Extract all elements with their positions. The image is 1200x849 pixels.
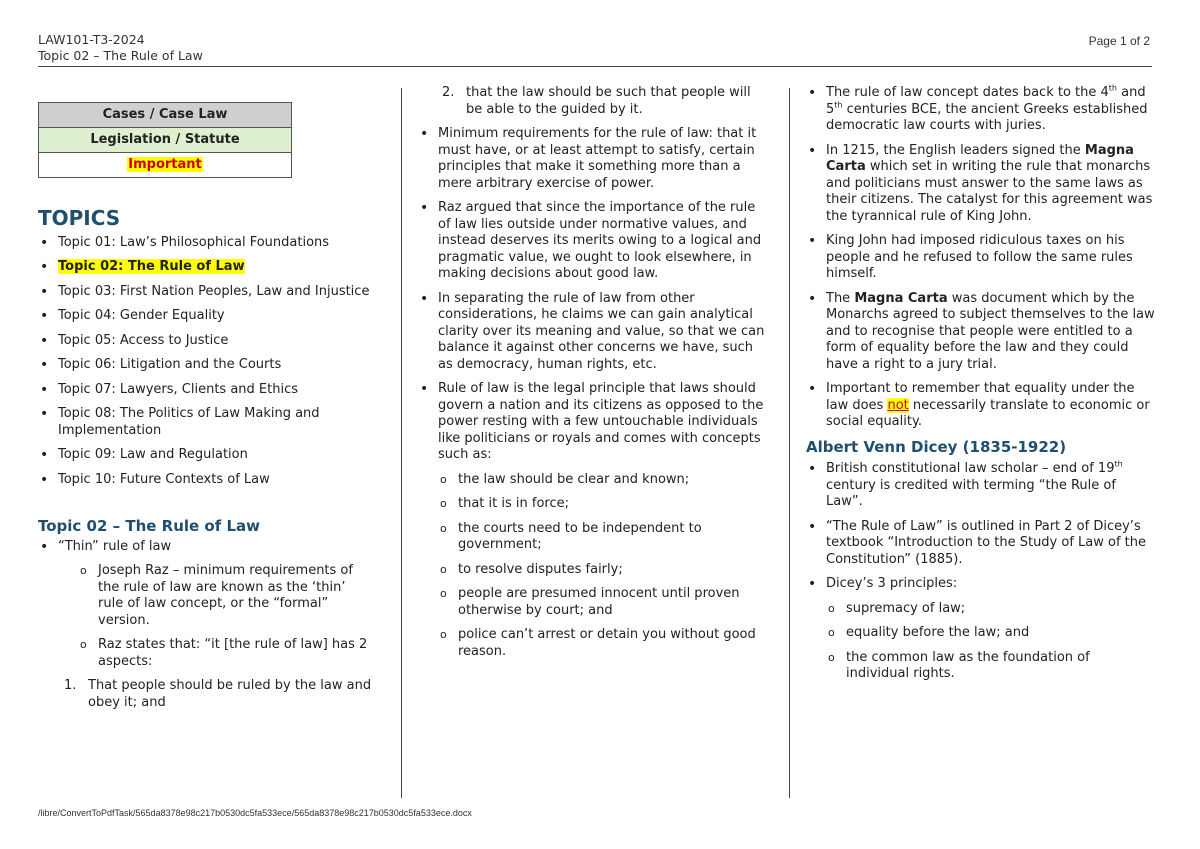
raz-item: o Raz states that: “it [the rule of law] has 2 aspects: bbox=[78, 637, 373, 670]
rule-item-text: Rule of law is the legal principle that laws should govern a nation and its citizens as opposed to the power resting with a few untouchable individuals like politicians or royals and comes with concepts such as: bbox=[438, 381, 764, 462]
legend-important-label: Important bbox=[128, 156, 202, 172]
topic-item: • Topic 09: Law and Regulation bbox=[38, 447, 373, 464]
dicey-item: • “The Rule of Law” is outlined in Part 2 of Dicey’s textbook “Introduction to the Study of Law of the Constitution” (1885). bbox=[806, 519, 1156, 569]
text-run: was document which by the Monarchs agreed to subject themselves to the law and to recognise that people were entitled to a form of equality before the law and they could have a right to a jury trial. bbox=[826, 290, 1155, 372]
legend-cases: Cases / Case Law bbox=[39, 103, 292, 128]
file-path-footer: /libre/ConvertToPdfTask/565da8378e98c217b0530dc5fa533ece/565da8378e98c217b0530dc5fa533ece.docx bbox=[38, 808, 472, 818]
history-item bbox=[806, 85, 1156, 135]
history-item: • King John had imposed ridiculous taxes on his people and he refused to follow the same rules himself. bbox=[806, 233, 1156, 283]
aspects-list-continued bbox=[418, 85, 768, 118]
text-run: British constitutional law scholar – end of 19 bbox=[826, 461, 1115, 476]
rule-item: • In separating the rule of law from other considerations, he claims we can gain analytical clarity over its meaning and value, so that we can balance it against other concerns we have, such as democracy, human rights, etc. bbox=[418, 291, 768, 374]
header-topic: Topic 02 – The Rule of Law bbox=[38, 48, 203, 63]
thin-rule-label: “Thin” rule of law bbox=[58, 538, 172, 554]
concept-item: o the law should be clear and known; bbox=[438, 472, 768, 489]
history-list bbox=[806, 85, 1156, 431]
topic-item: • Topic 01: Law’s Philosophical Foundations bbox=[38, 235, 373, 252]
aspect-item bbox=[62, 678, 373, 711]
topic-item: • Topic 08: The Politics of Law Making and Implementation bbox=[38, 406, 373, 439]
concept-item: o that it is in force; bbox=[438, 496, 768, 513]
topic-item: • Topic 10: Future Contexts of Law bbox=[38, 472, 373, 489]
topic-item: • Topic 05: Access to Justice bbox=[38, 333, 373, 350]
topics-list bbox=[38, 235, 373, 489]
principle-item: o the common law as the foundation of individual rights. bbox=[826, 650, 1156, 683]
raz-item: o Joseph Raz – minimum requirements of the rule of law are known as the ‘thin’ rule of law concept, or the “formal” version. bbox=[78, 563, 373, 629]
topic-current-label: Topic 02: The Rule of Law bbox=[58, 259, 245, 274]
text-run: which set in writing the rule that monarchs and politicians must answer to the same laws as their citizens. The catalyst for this agreement was the tyrannical rule of King John. bbox=[826, 159, 1153, 224]
magna-carta-term: Magna Carta bbox=[854, 290, 948, 306]
text-run: The bbox=[826, 290, 855, 306]
dicey-heading: Albert Venn Dicey (1835-1922) bbox=[806, 437, 1067, 456]
thin-rule-list bbox=[38, 539, 373, 671]
concept-item: o to resolve disputes fairly; bbox=[438, 562, 768, 579]
topic-item: • Topic 06: Litigation and the Courts bbox=[38, 357, 373, 374]
history-item bbox=[806, 381, 1156, 431]
aspect-number: 2. bbox=[442, 85, 455, 100]
aspect-text: That people should be ruled by the law and obey it; and bbox=[88, 678, 372, 710]
text-run: The rule of law concept dates back to the 4 bbox=[826, 85, 1109, 100]
topic-item-current bbox=[38, 259, 373, 276]
text-run: necessarily translate to economic or social equality. bbox=[826, 397, 1150, 429]
column-3 bbox=[806, 85, 1156, 691]
topic-item: • Topic 03: First Nation Peoples, Law and Injustice bbox=[38, 284, 373, 301]
column-divider-1 bbox=[401, 88, 402, 798]
dicey-item bbox=[806, 576, 1156, 683]
rule-item: • Minimum requirements for the rule of law: that it must have, or at least attempt to satisfy, certain principles that make it something more than a mere arbitrary exercise of power. bbox=[418, 126, 768, 192]
superscript: th bbox=[834, 100, 843, 110]
principle-item: o supremacy of law; bbox=[826, 601, 1156, 618]
history-item bbox=[806, 291, 1156, 374]
section-heading: Topic 02 – The Rule of Law bbox=[38, 517, 261, 535]
important-highlight: not bbox=[887, 397, 909, 413]
dicey-principles-label: Dicey’s 3 principles: bbox=[826, 576, 958, 591]
concept-item: o police can’t arrest or detain you without good reason. bbox=[438, 627, 768, 660]
aspect-item bbox=[440, 85, 768, 118]
aspect-text: that the law should be such that people will be able to the guided by it. bbox=[466, 85, 751, 117]
column-2 bbox=[418, 85, 768, 668]
topic-item: • Topic 07: Lawyers, Clients and Ethics bbox=[38, 382, 373, 399]
page-number: Page 1 of 2 bbox=[1088, 34, 1150, 48]
text-run: In 1215, the English leaders signed the bbox=[826, 142, 1085, 158]
page-header bbox=[38, 32, 203, 64]
course-code: LAW101-T3-2024 bbox=[38, 32, 145, 47]
rule-item bbox=[418, 381, 768, 660]
superscript: th bbox=[1114, 459, 1123, 469]
aspect-number: 1. bbox=[64, 678, 77, 693]
aspects-list bbox=[38, 678, 373, 711]
concept-item: o the courts need to be independent to government; bbox=[438, 521, 768, 554]
raz-list bbox=[58, 563, 373, 670]
superscript: th bbox=[1108, 83, 1117, 93]
rule-of-law-list bbox=[418, 126, 768, 660]
dicey-item bbox=[806, 461, 1156, 511]
legend-legislation: Legislation / Statute bbox=[39, 128, 292, 153]
magna-carta-term: Magna Carta bbox=[826, 142, 1134, 174]
legend-table bbox=[38, 102, 292, 178]
concept-item: o people are presumed innocent until proven otherwise by court; and bbox=[438, 586, 768, 619]
text-run: and 5 bbox=[826, 85, 1146, 117]
principles-list bbox=[826, 601, 1156, 683]
text-run: century is credited with terming “the Rule of Law”. bbox=[826, 477, 1116, 509]
dicey-list bbox=[806, 461, 1156, 683]
text-run: centuries BCE, the ancient Greeks established democratic law courts with juries. bbox=[826, 101, 1148, 133]
column-divider-2 bbox=[789, 88, 790, 798]
legend-important bbox=[39, 153, 292, 178]
column-1 bbox=[38, 102, 373, 719]
text-run: Important to remember that equality under the law does bbox=[826, 381, 1135, 413]
principle-item: o equality before the law; and bbox=[826, 625, 1156, 642]
history-item bbox=[806, 143, 1156, 226]
rule-item: • Raz argued that since the importance of the rule of law lies outside under normative values, and instead deserves its merits owing to a logical and pragmatic value, we ought to look elsewhere, in making decisions about good law. bbox=[418, 200, 768, 283]
concepts-list bbox=[438, 472, 768, 661]
topics-heading: TOPICS bbox=[38, 206, 121, 230]
header-divider bbox=[38, 66, 1152, 67]
thin-rule-item bbox=[38, 539, 373, 671]
topic-item: • Topic 04: Gender Equality bbox=[38, 308, 373, 325]
